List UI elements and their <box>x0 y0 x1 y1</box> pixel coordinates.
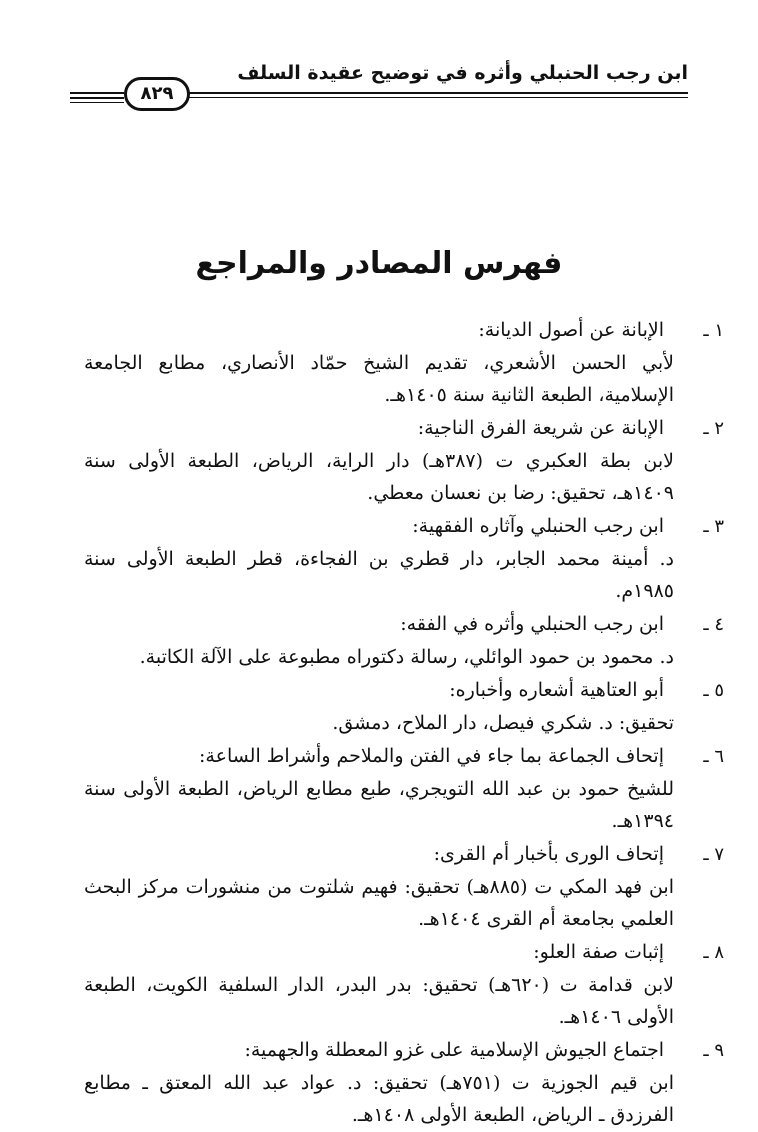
running-title: ابن رجب الحنبلي وأثره في توضيح عقيدة السلف <box>237 62 688 84</box>
entry-title: الإبانة عن أصول الديانة: <box>478 319 664 341</box>
entry-title: ابن رجب الحنبلي وآثاره الفقهية: <box>412 515 664 537</box>
entry-description: د. أمينة محمد الجابر، دار قطري بن الفجاءة، قطر الطبعة الأولى سنة ١٩٨٥م. <box>84 548 674 602</box>
entry-number: ٦ ـ <box>703 746 724 767</box>
entry-title: الإبانة عن شريعة الفرق الناجية: <box>417 417 664 439</box>
bibliography-entry <box>84 1034 724 1131</box>
entry-description: لأبي الحسن الأشعري، تقديم الشيخ حمّاد الأنصاري، مطابع الجامعة الإسلامية، الطبعة الثانية سنة ١٤٠٥هـ. <box>84 352 674 406</box>
entry-description: ابن فهد المكي ت (٨٨٥هـ) تحقيق: فهيم شلتوت من منشورات مركز البحث العلمي بجامعة أم القرى ١٤٠٤هـ. <box>84 876 675 930</box>
entry-description: لابن بطة العكبري ت (٣٨٧هـ) دار الراية، الرياض، الطبعة الأولى سنة ١٤٠٩هـ، تحقيق: رضا بن نعسان معطي. <box>84 450 674 504</box>
entry-number: ٩ ـ <box>703 1040 724 1061</box>
bibliography-entry <box>84 674 724 739</box>
bibliography-list <box>84 314 724 1132</box>
entry-number: ١ ـ <box>703 320 724 341</box>
bibliography-entry <box>84 740 724 837</box>
header-rule-left-3 <box>70 102 124 103</box>
entry-title: إتحاف الورى بأخبار أم القرى: <box>433 843 664 865</box>
header-rule-thin <box>128 97 688 98</box>
entry-number: ٥ ـ <box>703 680 724 701</box>
header-rule-left-2 <box>70 97 124 99</box>
entry-number: ٤ ـ <box>703 614 724 635</box>
entry-number: ٣ ـ <box>703 516 724 537</box>
entry-description: تحقيق: د. شكري فيصل، دار الملاح، دمشق. <box>332 712 674 734</box>
bibliography-entry <box>84 412 724 509</box>
entry-title: إتحاف الجماعة بما جاء في الفتن والملاحم وأشراط الساعة: <box>199 745 664 767</box>
page-number: ٨٢٩ <box>124 77 190 111</box>
entry-title: اجتماع الجيوش الإسلامية على غزو المعطلة والجهمية: <box>244 1039 664 1061</box>
page-title: فهرس المصادر والمراجع <box>195 246 563 281</box>
entry-title: ابن رجب الحنبلي وأثره في الفقه: <box>400 613 664 635</box>
entry-description: لابن قدامة ت (٦٢٠هـ) تحقيق: بدر البدر، الدار السلفية الكويت، الطبعة الأولى ١٤٠٦هـ. <box>84 974 674 1028</box>
entry-description: للشيخ حمود بن عبد الله التويجري، طبع مطابع الرياض، الطبعة الأولى سنة ١٣٩٤هـ. <box>84 778 674 832</box>
bibliography-entry <box>84 936 724 1033</box>
entry-number: ٨ ـ <box>703 942 724 963</box>
entry-description: ابن قيم الجوزية ت (٧٥١هـ) تحقيق: د. عواد عبد الله المعتق ـ مطابع الفرزدق ـ الرياض، الطبعة الأولى ١٤٠٨هـ. <box>84 1072 675 1126</box>
entry-description: د. محمود بن حمود الوائلي، رسالة دكتوراه مطبوعة على الآلة الكاتبة. <box>139 646 674 668</box>
bibliography-entry <box>84 314 724 411</box>
header-rule <box>128 92 688 94</box>
header-rule-left <box>70 92 124 94</box>
entry-number: ٢ ـ <box>703 418 724 439</box>
entry-title: إثبات صفة العلو: <box>533 941 664 963</box>
bibliography-entry <box>84 838 724 935</box>
running-header <box>70 58 688 104</box>
entry-title: أبو العتاهية أشعاره وأخباره: <box>449 679 664 701</box>
bibliography-entry <box>84 510 724 607</box>
entry-number: ٧ ـ <box>703 844 724 865</box>
bibliography-entry <box>84 608 724 673</box>
